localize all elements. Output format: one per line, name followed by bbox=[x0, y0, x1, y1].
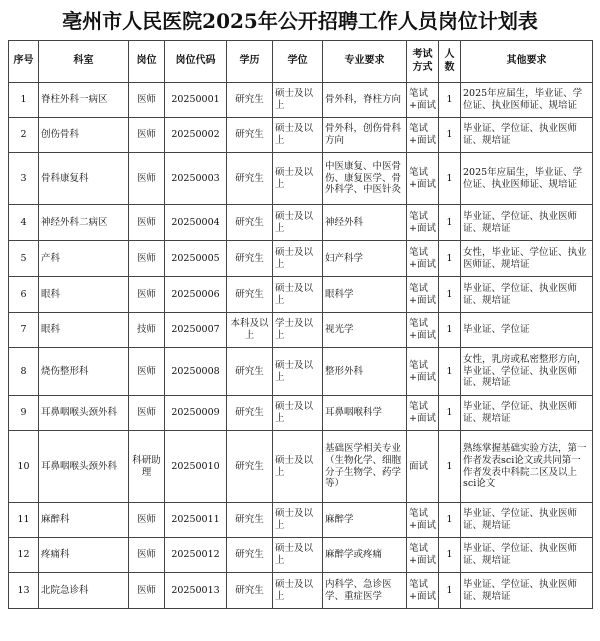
cell-dept: 眼科 bbox=[39, 277, 129, 313]
cell-code: 20250013 bbox=[165, 573, 227, 609]
cell-dept: 麻醉科 bbox=[39, 503, 129, 538]
cell-seq: 12 bbox=[9, 538, 39, 573]
cell-exam: 笔试+面试 bbox=[407, 205, 439, 241]
cell-post: 医师 bbox=[129, 205, 165, 241]
cell-count: 1 bbox=[439, 118, 461, 153]
table-row bbox=[9, 573, 593, 609]
cell-exam: 笔试+面试 bbox=[407, 153, 439, 205]
cell-dept: 创伤骨科 bbox=[39, 118, 129, 153]
cell-post: 医师 bbox=[129, 241, 165, 277]
cell-degree: 硕士及以上 bbox=[273, 538, 323, 573]
header-degree: 学位 bbox=[273, 41, 323, 83]
cell-seq: 10 bbox=[9, 431, 39, 503]
cell-exam: 笔试+面试 bbox=[407, 118, 439, 153]
cell-exam: 笔试+面试 bbox=[407, 277, 439, 313]
cell-edu: 研究生 bbox=[227, 348, 273, 396]
cell-count: 1 bbox=[439, 83, 461, 118]
cell-major: 整形外科 bbox=[323, 348, 407, 396]
cell-major: 妇产科学 bbox=[323, 241, 407, 277]
header-major: 专业要求 bbox=[323, 41, 407, 83]
header-exam: 考试方式 bbox=[407, 41, 439, 83]
cell-post: 医师 bbox=[129, 277, 165, 313]
header-other: 其他要求 bbox=[461, 41, 593, 83]
job-plan-table bbox=[8, 40, 593, 609]
header-dept: 科室 bbox=[39, 41, 129, 83]
cell-code: 20250004 bbox=[165, 205, 227, 241]
cell-code: 20250005 bbox=[165, 241, 227, 277]
cell-major: 基础医学相关专业（生物化学、细胞分子生物学、药学等） bbox=[323, 431, 407, 503]
cell-exam: 面试 bbox=[407, 431, 439, 503]
cell-count: 1 bbox=[439, 396, 461, 431]
cell-edu: 研究生 bbox=[227, 205, 273, 241]
cell-major: 耳鼻咽喉科学 bbox=[323, 396, 407, 431]
cell-edu: 研究生 bbox=[227, 431, 273, 503]
cell-code: 20250012 bbox=[165, 538, 227, 573]
cell-other: 女性，毕业证、学位证、执业医师证、规培证 bbox=[461, 241, 593, 277]
cell-dept: 北院急诊科 bbox=[39, 573, 129, 609]
cell-seq: 4 bbox=[9, 205, 39, 241]
cell-degree: 硕士及以上 bbox=[273, 118, 323, 153]
cell-count: 1 bbox=[439, 313, 461, 348]
cell-post: 医师 bbox=[129, 348, 165, 396]
cell-count: 1 bbox=[439, 431, 461, 503]
cell-dept: 烧伤整形科 bbox=[39, 348, 129, 396]
cell-post: 医师 bbox=[129, 503, 165, 538]
cell-exam: 笔试+面试 bbox=[407, 396, 439, 431]
cell-seq: 13 bbox=[9, 573, 39, 609]
header-row bbox=[9, 41, 593, 83]
table-row bbox=[9, 396, 593, 431]
cell-exam: 笔试+面试 bbox=[407, 348, 439, 396]
cell-post: 医师 bbox=[129, 538, 165, 573]
cell-major: 麻醉学 bbox=[323, 503, 407, 538]
cell-exam: 笔试+面试 bbox=[407, 313, 439, 348]
cell-code: 20250002 bbox=[165, 118, 227, 153]
cell-edu: 研究生 bbox=[227, 118, 273, 153]
cell-other: 女性，乳房或私密整形方向，毕业证、学位证、执业医师证、规培证 bbox=[461, 348, 593, 396]
cell-degree: 硕士及以上 bbox=[273, 83, 323, 118]
table-row bbox=[9, 205, 593, 241]
cell-seq: 6 bbox=[9, 277, 39, 313]
cell-degree: 硕士及以上 bbox=[273, 396, 323, 431]
cell-code: 20250006 bbox=[165, 277, 227, 313]
cell-post: 医师 bbox=[129, 573, 165, 609]
table-row bbox=[9, 431, 593, 503]
cell-major: 视光学 bbox=[323, 313, 407, 348]
cell-dept: 骨科康复科 bbox=[39, 153, 129, 205]
cell-other: 毕业证、学位证、执业医师证、规培证 bbox=[461, 277, 593, 313]
cell-edu: 研究生 bbox=[227, 538, 273, 573]
cell-dept: 产科 bbox=[39, 241, 129, 277]
cell-count: 1 bbox=[439, 348, 461, 396]
cell-code: 20250001 bbox=[165, 83, 227, 118]
header-count: 人数 bbox=[439, 41, 461, 83]
cell-other: 熟练掌握基础实验方法，第一作者发表sci论文或共同第一作者发表中科院二区及以上sci论文 bbox=[461, 431, 593, 503]
cell-code: 20250008 bbox=[165, 348, 227, 396]
cell-seq: 1 bbox=[9, 83, 39, 118]
cell-count: 1 bbox=[439, 277, 461, 313]
table-row bbox=[9, 153, 593, 205]
cell-seq: 7 bbox=[9, 313, 39, 348]
cell-code: 20250003 bbox=[165, 153, 227, 205]
cell-major: 神经外科 bbox=[323, 205, 407, 241]
cell-post: 医师 bbox=[129, 83, 165, 118]
cell-post: 科研助理 bbox=[129, 431, 165, 503]
cell-degree: 学士及以上 bbox=[273, 313, 323, 348]
cell-count: 1 bbox=[439, 503, 461, 538]
cell-edu: 研究生 bbox=[227, 396, 273, 431]
cell-seq: 9 bbox=[9, 396, 39, 431]
table-row bbox=[9, 503, 593, 538]
cell-dept: 眼科 bbox=[39, 313, 129, 348]
cell-post: 技师 bbox=[129, 313, 165, 348]
cell-major: 中医康复、中医骨伤、康复医学、骨外科学、中医针灸 bbox=[323, 153, 407, 205]
cell-seq: 3 bbox=[9, 153, 39, 205]
cell-edu: 研究生 bbox=[227, 573, 273, 609]
cell-degree: 硕士及以上 bbox=[273, 153, 323, 205]
cell-code: 20250007 bbox=[165, 313, 227, 348]
cell-dept: 脊柱外科一病区 bbox=[39, 83, 129, 118]
header-code: 岗位代码 bbox=[165, 41, 227, 83]
cell-count: 1 bbox=[439, 573, 461, 609]
cell-major: 眼科学 bbox=[323, 277, 407, 313]
cell-seq: 11 bbox=[9, 503, 39, 538]
table-row bbox=[9, 348, 593, 396]
cell-code: 20250011 bbox=[165, 503, 227, 538]
table-row bbox=[9, 277, 593, 313]
header-edu: 学历 bbox=[227, 41, 273, 83]
cell-edu: 研究生 bbox=[227, 503, 273, 538]
table-row bbox=[9, 118, 593, 153]
cell-seq: 8 bbox=[9, 348, 39, 396]
cell-count: 1 bbox=[439, 153, 461, 205]
cell-major: 内科学、急诊医学、重症医学 bbox=[323, 573, 407, 609]
cell-degree: 硕士及以上 bbox=[273, 348, 323, 396]
cell-exam: 笔试+面试 bbox=[407, 83, 439, 118]
cell-edu: 研究生 bbox=[227, 277, 273, 313]
cell-code: 20250009 bbox=[165, 396, 227, 431]
cell-dept: 耳鼻咽喉头颈外科 bbox=[39, 431, 129, 503]
table-row bbox=[9, 241, 593, 277]
table-row bbox=[9, 83, 593, 118]
cell-exam: 笔试+面试 bbox=[407, 241, 439, 277]
cell-dept: 疼痛科 bbox=[39, 538, 129, 573]
page-title: 亳州市人民医院2025年公开招聘工作人员岗位计划表 bbox=[62, 9, 538, 33]
cell-code: 20250010 bbox=[165, 431, 227, 503]
cell-seq: 5 bbox=[9, 241, 39, 277]
cell-other: 毕业证、学位证、执业医师证、规培证 bbox=[461, 205, 593, 241]
cell-edu: 研究生 bbox=[227, 241, 273, 277]
cell-degree: 硕士及以上 bbox=[273, 573, 323, 609]
cell-other: 毕业证、学位证、执业医师证、规培证 bbox=[461, 503, 593, 538]
cell-count: 1 bbox=[439, 538, 461, 573]
cell-post: 医师 bbox=[129, 153, 165, 205]
cell-degree: 硕士及以上 bbox=[273, 241, 323, 277]
cell-degree: 硕士及以上 bbox=[273, 503, 323, 538]
table-row bbox=[9, 538, 593, 573]
cell-exam: 笔试+面试 bbox=[407, 538, 439, 573]
cell-other: 毕业证、学位证、执业医师证、规培证 bbox=[461, 396, 593, 431]
cell-other: 2025年应届生，毕业证、学位证、执业医师证、规培证 bbox=[461, 153, 593, 205]
cell-post: 医师 bbox=[129, 396, 165, 431]
cell-seq: 2 bbox=[9, 118, 39, 153]
cell-dept: 耳鼻咽喉头颈外科 bbox=[39, 396, 129, 431]
cell-other: 毕业证、学位证、执业医师证、规培证 bbox=[461, 538, 593, 573]
table-row bbox=[9, 313, 593, 348]
cell-other: 毕业证、学位证 bbox=[461, 313, 593, 348]
cell-edu: 研究生 bbox=[227, 153, 273, 205]
cell-other: 毕业证、学位证、执业医师证、规培证 bbox=[461, 573, 593, 609]
cell-major: 骨外科，脊柱方向 bbox=[323, 83, 407, 118]
cell-exam: 笔试+面试 bbox=[407, 573, 439, 609]
cell-edu: 研究生 bbox=[227, 83, 273, 118]
cell-other: 2025年应届生，毕业证、学位证、执业医师证、规培证 bbox=[461, 83, 593, 118]
cell-dept: 神经外科二病区 bbox=[39, 205, 129, 241]
cell-other: 毕业证、学位证、执业医师证、规培证 bbox=[461, 118, 593, 153]
header-seq: 序号 bbox=[9, 41, 39, 83]
cell-degree: 硕士及以上 bbox=[273, 277, 323, 313]
cell-major: 骨外科，创伤骨科方向 bbox=[323, 118, 407, 153]
cell-degree: 硕士及以上 bbox=[273, 431, 323, 503]
cell-degree: 硕士及以上 bbox=[273, 205, 323, 241]
header-post: 岗位 bbox=[129, 41, 165, 83]
cell-exam: 笔试+面试 bbox=[407, 503, 439, 538]
cell-count: 1 bbox=[439, 205, 461, 241]
cell-post: 医师 bbox=[129, 118, 165, 153]
cell-count: 1 bbox=[439, 241, 461, 277]
cell-edu: 本科及以上 bbox=[227, 313, 273, 348]
cell-major: 麻醉学或疼痛 bbox=[323, 538, 407, 573]
